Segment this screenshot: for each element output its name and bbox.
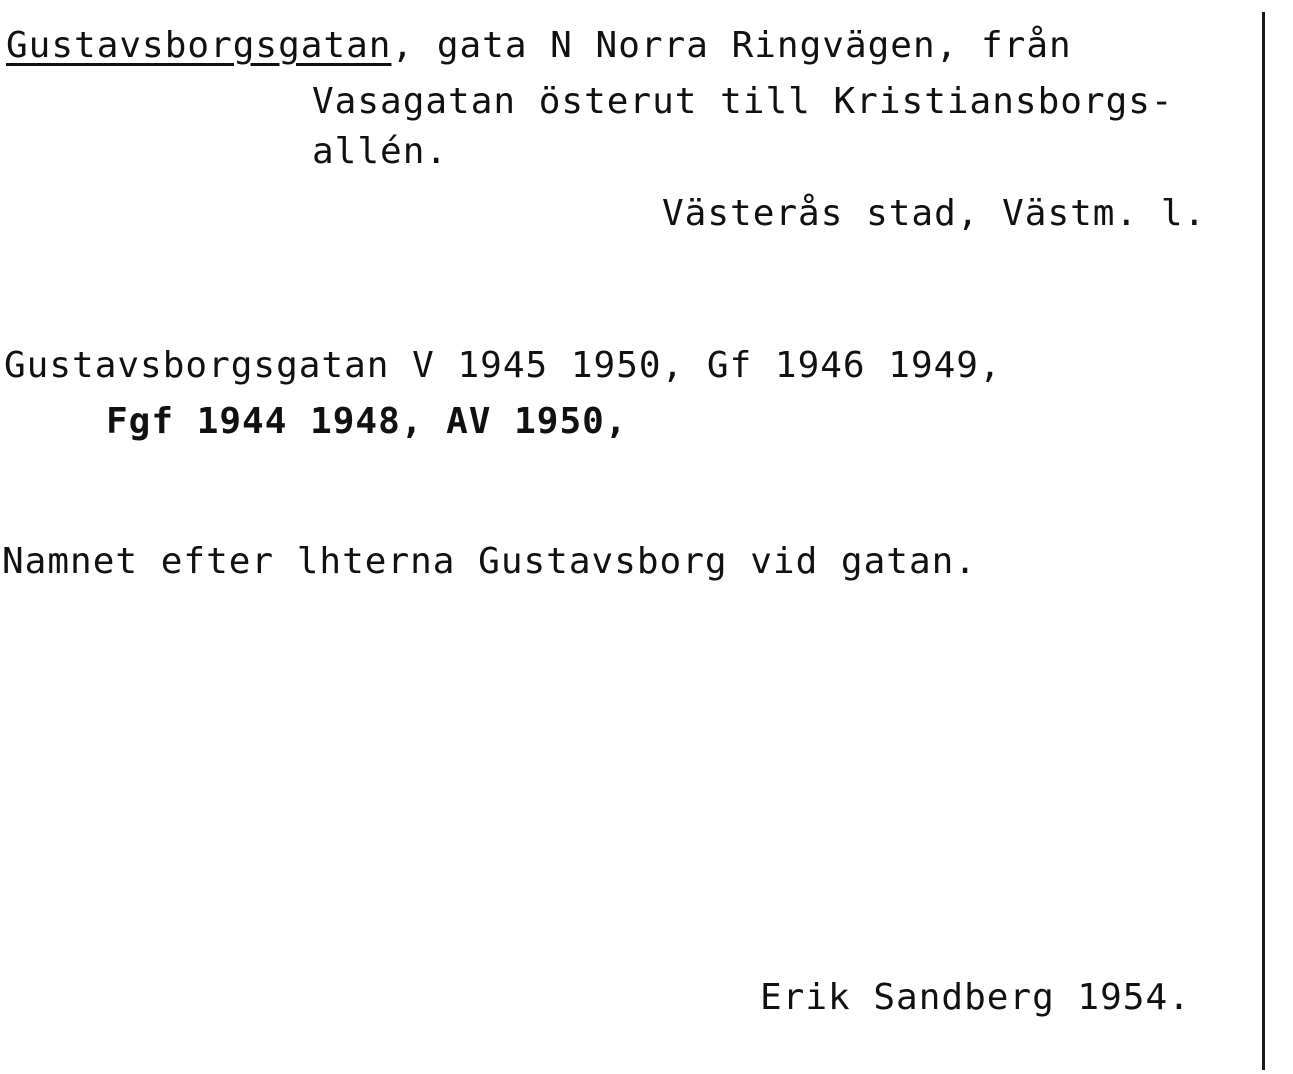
etymology: Namnet efter lhterna Gustavsborg vid gatan. bbox=[2, 541, 977, 582]
entry-first-line bbox=[6, 25, 1072, 66]
definition-line-1: , gata N Norra Ringvägen, från bbox=[391, 25, 1072, 66]
signature: Erik Sandberg 1954. bbox=[760, 977, 1191, 1018]
location: Västerås stad, Västm. l. bbox=[662, 193, 1207, 234]
headword: Gustavsborgsgatan bbox=[6, 25, 392, 66]
card-edge bbox=[1262, 12, 1265, 1070]
definition-line-2: Vasagatan österut till Kristiansborgs- bbox=[312, 81, 1174, 122]
sources-line-2: Fgf 1944 1948, AV 1950, bbox=[106, 401, 628, 442]
definition-line-3: allén. bbox=[312, 131, 449, 172]
sources-line-1: Gustavsborgsgatan V 1945 1950, Gf 1946 1949, bbox=[4, 345, 1002, 386]
